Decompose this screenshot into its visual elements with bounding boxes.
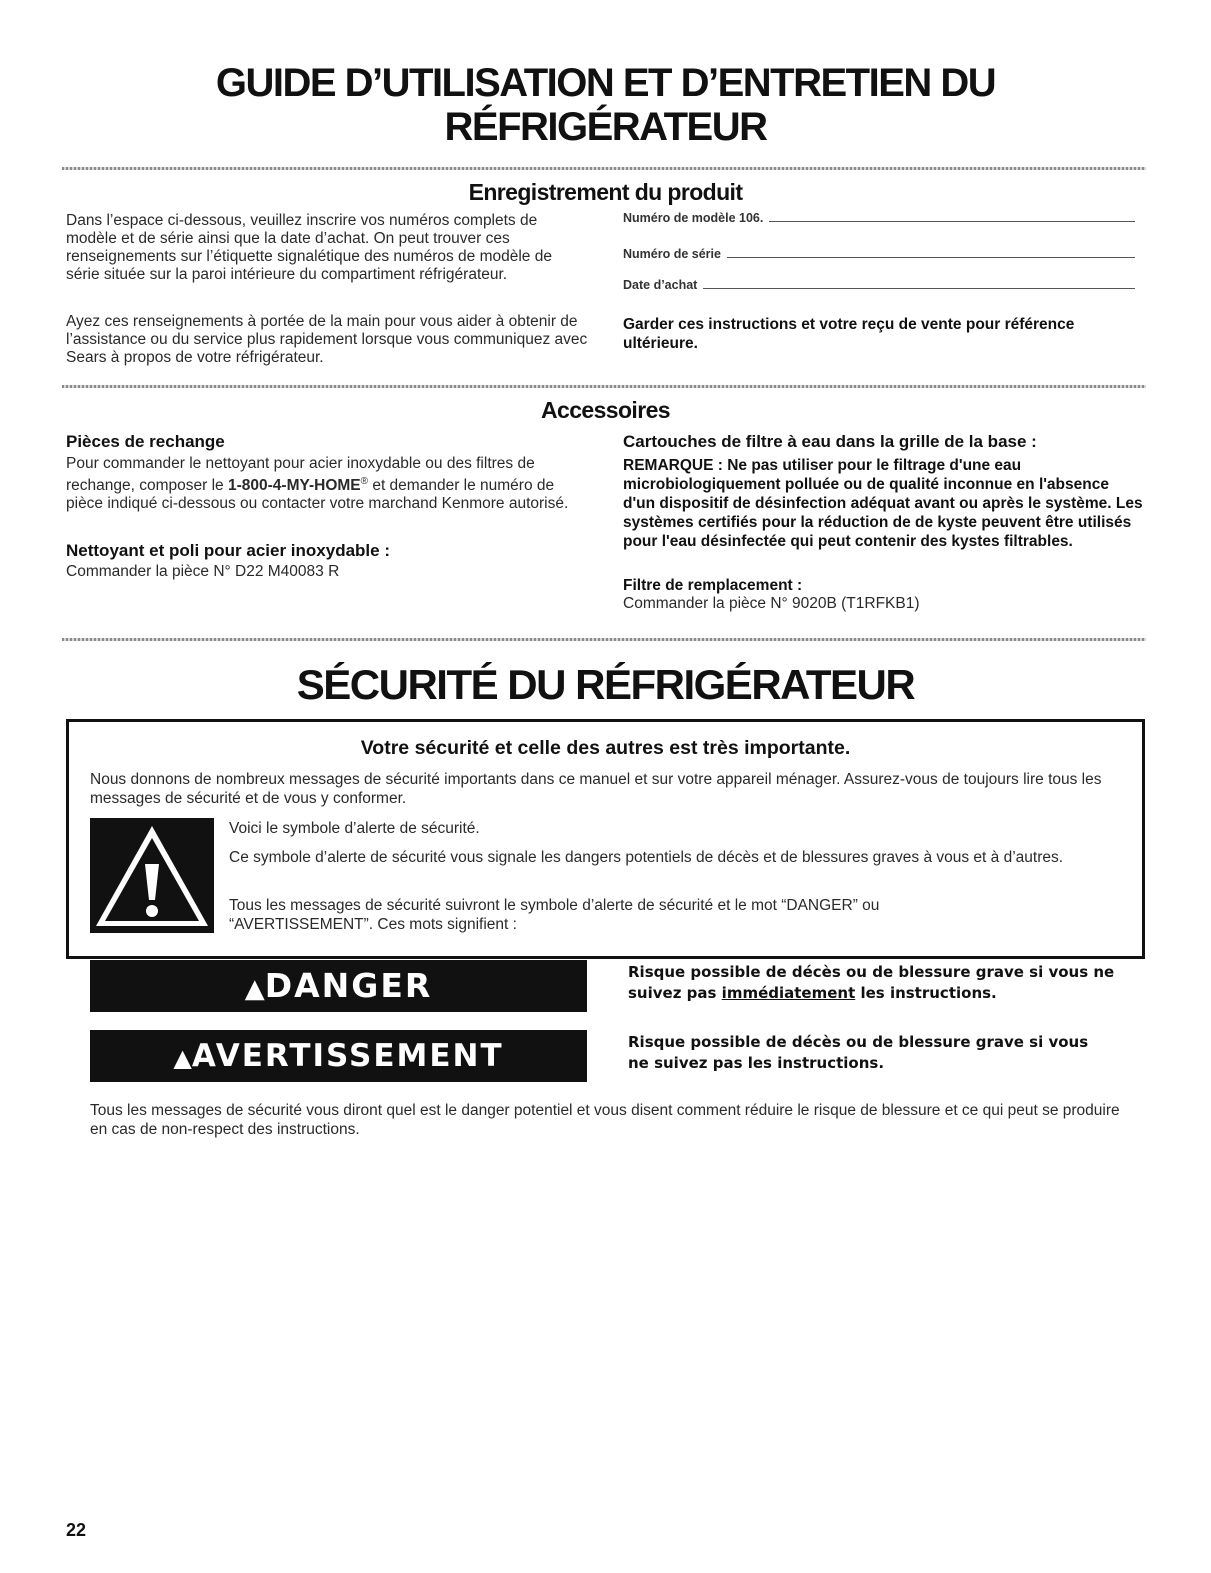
safety-footer: Tous les messages de sécurité vous diront quel est le danger potentiel et vous disent comment réduire le risque de blessure et ce qui peut se produire en cas de non-respect des instructions. xyxy=(90,1102,1120,1138)
serial-number-field[interactable] xyxy=(623,247,1135,261)
safety-box-heading: Votre sécurité et celle des autres est très importante. xyxy=(360,737,851,759)
filter-heading: Cartouches de filtre à eau dans la grille de la base : xyxy=(623,432,1037,451)
warning-banner xyxy=(90,1030,587,1082)
registration-paragraph-2: Ayez ces renseignements à portée de la main pour vous aider à obtenir de l’assistance ou du service plus rapidement lorsque vous communiquez avec Sears à propos de votre réfrigérateur. xyxy=(66,313,588,366)
symbol-line-1: Voici le symbole d’alerte de sécurité. xyxy=(229,820,480,837)
page-title-line2: RÉFRIGÉRATEUR xyxy=(444,105,767,149)
danger-desc-underlined: immédiatement xyxy=(721,984,856,1002)
registration-paragraph-1: Dans l’espace ci-dessous, veuillez inscrire vos numéros complets de modèle et de série ainsi que la date d’achat. On peut trouver ces renseignements sur l’étiquette signalétique des numéros de modèle de série située sur la paroi intérieure du compartiment réfrigérateur. xyxy=(66,212,552,283)
danger-description xyxy=(628,962,1133,1004)
symbol-line-3: Tous les messages de sécurité suivront le symbole d’alerte de sécurité et le mot “DANGER” ou “AVERTISSEMENT”. Ces mots signifient : xyxy=(229,897,880,933)
model-number-field[interactable] xyxy=(623,211,1135,225)
cleaner-heading: Nettoyant et poli pour acier inoxydable : xyxy=(66,541,390,560)
parts-text-before: Pour commander le nettoyant pour acier inoxydable ou des filtres de rechange, composer le xyxy=(66,455,535,495)
keep-instructions-note: Garder ces instructions et votre reçu de vente pour référence ultérieure. xyxy=(623,316,1075,352)
serial-number-line xyxy=(727,257,1135,258)
purchase-date-label: Date d’achat xyxy=(623,278,698,292)
purchase-date-field[interactable] xyxy=(623,278,1135,292)
safety-title: SÉCURITÉ DU RÉFRIGÉRATEUR xyxy=(296,661,915,708)
danger-desc-after: les instructions. xyxy=(855,984,997,1002)
parts-heading: Pièces de rechange xyxy=(66,432,225,451)
safety-intro: Nous donnons de nombreux messages de sécurité importants dans ce manuel et sur votre appareil ménager. Assurez-vous de toujours lire tous les messages de sécurité et de vous y conformer. xyxy=(90,771,1102,807)
warning-triangle-icon: ▲ xyxy=(173,1044,192,1072)
divider xyxy=(62,385,1146,388)
filter-note: REMARQUE : Ne pas utiliser pour le filtrage d'une eau microbiologiquement polluée ou de qualité inconnue en l'absence d'un dispositif de désinfection adéquat avant ou après le système. Les systèmes certifiés pour la réduction de de kyste peuvent être utilisés pour l'eau désinfectée qui peut contenir des kystes filtrables. xyxy=(623,457,1143,550)
registration-heading: Enregistrement du produit xyxy=(468,179,743,205)
model-number-label: Numéro de modèle 106. xyxy=(623,211,764,225)
serial-number-label: Numéro de série xyxy=(623,247,721,261)
parts-text-after: et demander le numéro de pièce indiqué ci-dessous ou contacter votre marchand Kenmore autorisé. xyxy=(66,477,569,513)
divider xyxy=(62,167,1146,170)
warning-description: Risque possible de décès ou de blessure grave si vous ne suivez pas les instructions. xyxy=(628,1033,1089,1072)
cleaner-part-number: Commander la pièce N° D22 M40083 R xyxy=(66,563,340,580)
model-number-line xyxy=(769,221,1135,222)
accessories-heading: Accessoires xyxy=(541,397,670,423)
page-title-line1: GUIDE D’UTILISATION ET D’ENTRETIEN DU xyxy=(215,61,996,105)
parts-phone: 1-800-4-MY-HOME xyxy=(227,477,361,495)
alert-symbol-graphic xyxy=(90,818,214,933)
danger-desc-before: Risque possible de décès ou de blessure grave si vous ne suivez pas xyxy=(628,963,1115,1002)
purchase-date-line xyxy=(703,288,1135,289)
parts-registered-mark: ® xyxy=(360,476,369,487)
danger-label: DANGER xyxy=(264,966,433,1005)
page-number: 22 xyxy=(66,1520,87,1540)
danger-banner xyxy=(90,960,587,1012)
replacement-filter-heading: Filtre de remplacement : xyxy=(623,577,803,594)
replacement-filter-part-number: Commander la pièce N° 9020B (T1RFKB1) xyxy=(623,595,920,612)
symbol-line-2: Ce symbole d’alerte de sécurité vous signale les dangers potentiels de décès et de blessures graves à vous et à d’autres. xyxy=(229,849,1064,866)
warning-triangle-icon xyxy=(90,818,214,933)
warning-label: AVERTISSEMENT xyxy=(191,1038,504,1074)
divider xyxy=(62,638,1146,641)
warning-triangle-icon: ▲ xyxy=(244,974,265,1004)
parts-paragraph xyxy=(66,455,588,513)
